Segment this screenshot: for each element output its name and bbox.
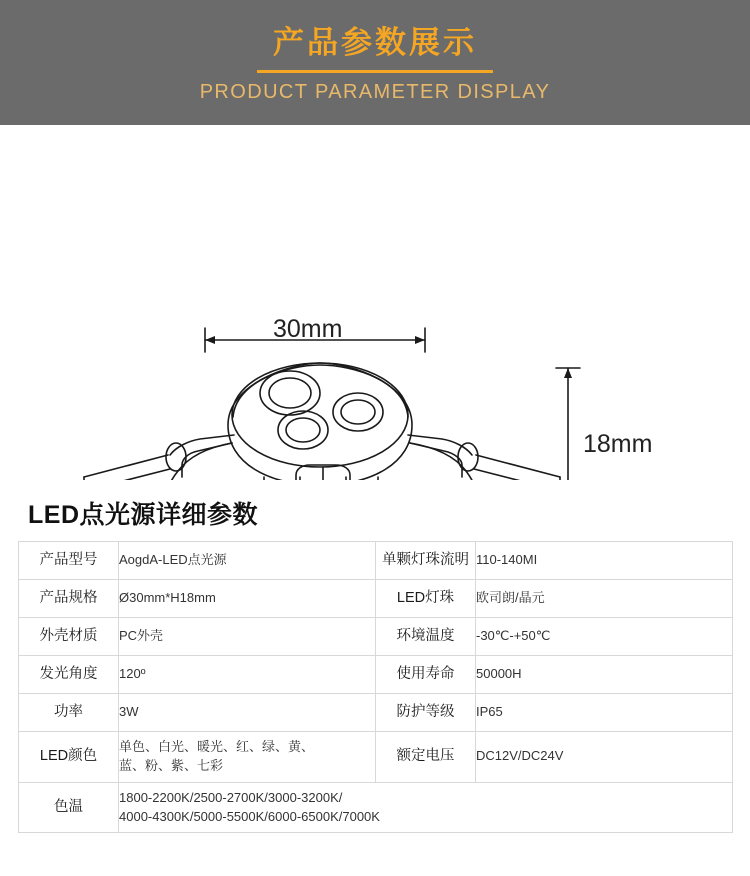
spec-key: 环境温度: [396, 627, 455, 644]
table-row: [19, 542, 733, 580]
spec-key: 功率: [54, 703, 83, 720]
table-row: [19, 656, 733, 694]
product-outline-drawing: [0, 125, 750, 480]
spec-value: DC12V/DC24V: [476, 748, 564, 764]
product-drawing-area: [0, 125, 750, 480]
dimension-width-label: 30mm: [273, 315, 343, 343]
spec-value: 50000H: [476, 666, 522, 682]
table-row: [19, 782, 733, 833]
spec-key: 色温: [54, 799, 83, 816]
spec-value: Ø30mm*H18mm: [119, 590, 216, 606]
spec-value: 欧司朗/晶元: [476, 590, 545, 606]
spec-value: AogdA-LED点光源: [119, 552, 227, 568]
spec-value: 单色、白光、暖光、红、绿、黄、 蓝、粉、紫、七彩: [119, 739, 315, 773]
table-row: [19, 732, 733, 783]
spec-key: 额定电压: [396, 748, 455, 765]
spec-key: 使用寿命: [396, 665, 455, 682]
spec-value: 1800-2200K/2500-2700K/3000-3200K/ 4000-4300K/5000-5500K/6000-6500K/7000K: [119, 789, 380, 824]
spec-key: 产品规格: [39, 589, 98, 606]
page-header-banner: [0, 0, 750, 125]
specification-table: [18, 541, 733, 833]
spec-value: IP65: [476, 704, 503, 720]
spec-key: 单颗灯珠流明: [382, 551, 469, 568]
spec-key: LED颜色: [39, 748, 98, 765]
spec-section-title: LED点光源详细参数: [28, 501, 259, 529]
spec-key: 产品型号: [39, 551, 98, 568]
table-row: [19, 694, 733, 732]
banner-title-cn: 产品参数展示: [273, 25, 477, 60]
spec-value: PC外壳: [119, 628, 164, 644]
spec-value: 3W: [119, 704, 139, 720]
spec-value: 120º: [119, 666, 146, 682]
dimension-height-label: 18mm: [583, 430, 653, 458]
table-row: [19, 618, 733, 656]
spec-value: -30℃-+50℃: [476, 628, 551, 644]
banner-title-underline: [257, 70, 493, 73]
spec-key: LED灯珠: [396, 589, 455, 606]
spec-key: 外壳材质: [39, 627, 98, 644]
banner-title-en: PRODUCT PARAMETER DISPLAY: [199, 81, 551, 103]
spec-key: 发光角度: [39, 665, 98, 682]
table-row: [19, 580, 733, 618]
spec-value: 110-140MI: [476, 552, 538, 568]
spec-key: 防护等级: [396, 703, 455, 720]
